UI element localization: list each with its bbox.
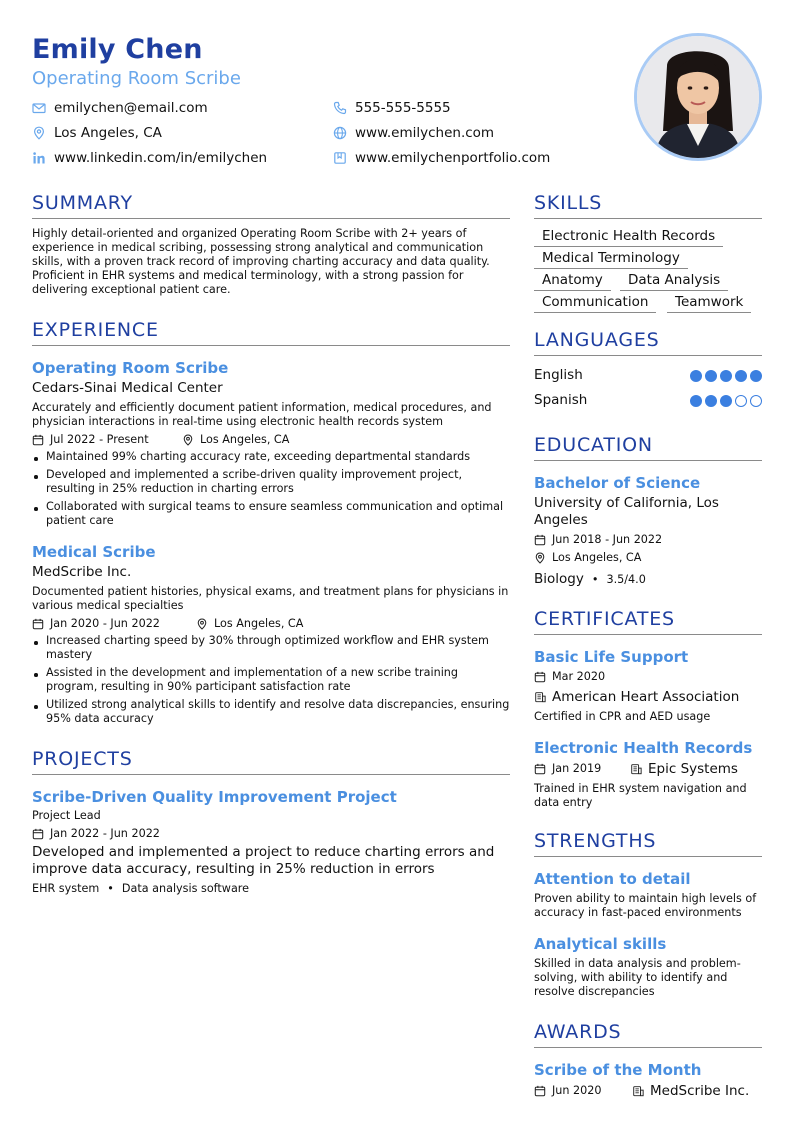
- list-item: Developed and implemented a scribe-driven quality improvement project, resulting in 25% reduction in charting errors: [32, 468, 510, 496]
- job-meta: [32, 432, 510, 448]
- project-dates: Jan 2022 - Jun 2022: [50, 827, 160, 840]
- summary-heading: SUMMARY: [32, 190, 510, 219]
- candidate-name: Emily Chen: [32, 34, 203, 65]
- project-tool: Data analysis software: [121, 882, 250, 895]
- portfolio-icon: [333, 151, 347, 165]
- skill-tag: Electronic Health Records: [534, 227, 723, 247]
- education-degree: Bachelor of Science: [534, 474, 701, 492]
- project-tools: [32, 882, 510, 896]
- level-dot-filled: [705, 395, 717, 407]
- strength-item: [534, 934, 762, 999]
- skill-tag: Data Analysis: [620, 271, 728, 291]
- linkedin-text: www.linkedin.com/in/emilychen: [54, 150, 268, 166]
- certificate-date-row: [534, 669, 762, 685]
- strength-title: Analytical skills: [534, 935, 667, 953]
- list-item: Assisted in the development and implementation of a new scribe training program, resulting in 90% participant satisfaction rate: [32, 666, 510, 694]
- certificate-issuer-row: [534, 688, 762, 706]
- certificate-date: Jan 2019: [552, 762, 602, 775]
- language-item: [534, 391, 762, 416]
- award-issuer: MedScribe Inc.: [650, 1083, 750, 1099]
- certificate-date-row: [534, 760, 762, 778]
- experience-item: [32, 358, 510, 528]
- linkedin-icon: [32, 151, 46, 165]
- avatar-illustration: [637, 36, 759, 158]
- location-pin-icon: [534, 552, 546, 564]
- level-dot-filled: [705, 370, 717, 382]
- level-dot-filled: [750, 370, 762, 382]
- languages-heading: LANGUAGES: [534, 327, 762, 356]
- award-item: [534, 1060, 762, 1100]
- skills-list: [534, 227, 762, 309]
- portfolio-text: www.emilychenportfolio.com: [355, 150, 551, 166]
- phone-icon: [333, 101, 347, 115]
- job-title: Operating Room Scribe: [32, 359, 229, 377]
- strength-description: Skilled in data analysis and problem-solving, with ability to identify and resolve discrepancies: [534, 957, 741, 998]
- education-field-row: [534, 569, 762, 588]
- phone-text: 555-555-5555: [355, 100, 451, 116]
- level-dot-empty: [735, 395, 747, 407]
- job-company: Cedars-Sinai Medical Center: [32, 380, 223, 396]
- certificate-issuer: American Heart Association: [552, 689, 740, 705]
- language-name: English: [534, 367, 583, 383]
- location-pin-icon: [182, 434, 194, 446]
- certificate-issuer: Epic Systems: [648, 761, 738, 777]
- education-gpa: 3.5/4.0: [606, 573, 646, 586]
- list-item: Collaborated with surgical teams to ensure seamless communication and optimal patient care: [32, 500, 510, 528]
- strength-description: Proven ability to maintain high levels of accuracy in fast-paced environments: [534, 892, 757, 919]
- skill-tag: Teamwork: [667, 293, 751, 313]
- list-item: Maintained 99% charting accuracy rate, exceeding departmental standards: [32, 450, 510, 464]
- organization-icon: [534, 691, 546, 703]
- profile-photo: [634, 33, 762, 161]
- experience-heading: EXPERIENCE: [32, 317, 510, 346]
- education-item: [534, 473, 762, 588]
- skill-tag: Communication: [534, 293, 656, 313]
- level-dot-filled: [690, 370, 702, 382]
- project-meta: [32, 826, 510, 842]
- organization-icon: [630, 763, 642, 775]
- education-dates: Jun 2018 - Jun 2022: [552, 533, 663, 546]
- job-meta: [32, 616, 510, 632]
- calendar-icon: [32, 828, 44, 840]
- location-text: Los Angeles, CA: [54, 125, 162, 141]
- education-heading: EDUCATION: [534, 432, 762, 461]
- language-level: [687, 370, 762, 386]
- job-company: MedScribe Inc.: [32, 564, 132, 580]
- calendar-icon: [32, 618, 44, 630]
- project-item: [32, 787, 510, 896]
- certificate-item: [534, 738, 762, 810]
- project-title: Scribe-Driven Quality Improvement Project: [32, 788, 397, 806]
- language-name: Spanish: [534, 392, 588, 408]
- level-dot-filled: [690, 395, 702, 407]
- certificate-description: Trained in EHR system navigation and data entry: [534, 782, 747, 809]
- certificates-heading: CERTIFICATES: [534, 606, 762, 635]
- award-title: Scribe of the Month: [534, 1061, 702, 1079]
- strength-item: [534, 869, 762, 920]
- resume-header: [32, 34, 632, 92]
- job-dates: Jul 2022 - Present: [50, 433, 149, 446]
- calendar-icon: [32, 434, 44, 446]
- left-column: [32, 190, 510, 896]
- certificate-date: Mar 2020: [552, 670, 606, 683]
- level-dot-filled: [735, 370, 747, 382]
- summary-text: Highly detail-oriented and organized Operating Room Scribe with 2+ years of experience in medical scribing, possessing strong analytical and communication skills, with a proven track record of improving charting accuracy and data quality. Proficient in EHR systems and medical terminology, with a strong passion for delivering exceptional patient care.: [32, 227, 490, 296]
- strengths-heading: STRENGTHS: [534, 828, 762, 857]
- job-title: Medical Scribe: [32, 543, 156, 561]
- organization-icon: [632, 1085, 644, 1097]
- certificate-title: Electronic Health Records: [534, 739, 753, 757]
- email-text: emilychen@email.com: [54, 100, 208, 116]
- list-item: Increased charting speed by 30% through optimized workflow and EHR system mastery: [32, 634, 510, 662]
- job-description: Documented patient histories, physical exams, and treatment plans for physicians in various medical specialties: [32, 585, 509, 612]
- project-tool: EHR system: [32, 882, 100, 895]
- skill-tag: Medical Terminology: [534, 249, 688, 269]
- right-column: [534, 190, 762, 1100]
- certificate-title: Basic Life Support: [534, 648, 689, 666]
- projects-heading: PROJECTS: [32, 746, 510, 775]
- level-dot-filled: [720, 395, 732, 407]
- awards-heading: AWARDS: [534, 1019, 762, 1048]
- award-meta: [534, 1082, 762, 1100]
- candidate-title: Operating Room Scribe: [32, 68, 241, 89]
- certificate-item: [534, 647, 762, 724]
- language-level: [687, 395, 762, 411]
- education-location-row: [534, 550, 762, 566]
- separator-dot: •: [107, 882, 114, 895]
- website-text: www.emilychen.com: [355, 125, 495, 141]
- email-icon: [32, 101, 46, 115]
- project-role: Project Lead: [32, 809, 101, 822]
- list-item: Utilized strong analytical skills to identify and resolve data discrepancies, ensuring 95% data accuracy: [32, 698, 510, 726]
- education-dates-row: [534, 532, 762, 548]
- job-dates: Jan 2020 - Jun 2022: [50, 617, 160, 630]
- job-bullets: [32, 634, 510, 726]
- education-location: Los Angeles, CA: [552, 551, 642, 564]
- education-field: Biology: [534, 571, 584, 587]
- skills-heading: SKILLS: [534, 190, 762, 219]
- calendar-icon: [534, 763, 546, 775]
- award-date: Jun 2020: [552, 1084, 602, 1097]
- level-dot-filled: [720, 370, 732, 382]
- education-school: University of California, Los Angeles: [534, 495, 719, 528]
- project-description: Developed and implemented a project to reduce charting errors and improve data accuracy, resulting in 25% reduction in errors: [32, 844, 495, 877]
- certificate-description: Certified in CPR and AED usage: [534, 710, 711, 723]
- job-location: Los Angeles, CA: [200, 433, 290, 446]
- language-item: [534, 366, 762, 391]
- job-bullets: [32, 450, 510, 528]
- job-location: Los Angeles, CA: [214, 617, 304, 630]
- location-icon: [32, 126, 46, 140]
- job-description: Accurately and efficiently document patient information, medical procedures, and physician interactions in real-time using electronic health records system: [32, 401, 492, 428]
- calendar-icon: [534, 1085, 546, 1097]
- calendar-icon: [534, 534, 546, 546]
- globe-icon: [333, 126, 347, 140]
- strength-title: Attention to detail: [534, 870, 691, 888]
- location-pin-icon: [196, 618, 208, 630]
- experience-item: [32, 542, 510, 726]
- separator-dot: •: [591, 573, 599, 586]
- level-dot-empty: [750, 395, 762, 407]
- skill-tag: Anatomy: [534, 271, 611, 291]
- calendar-icon: [534, 671, 546, 683]
